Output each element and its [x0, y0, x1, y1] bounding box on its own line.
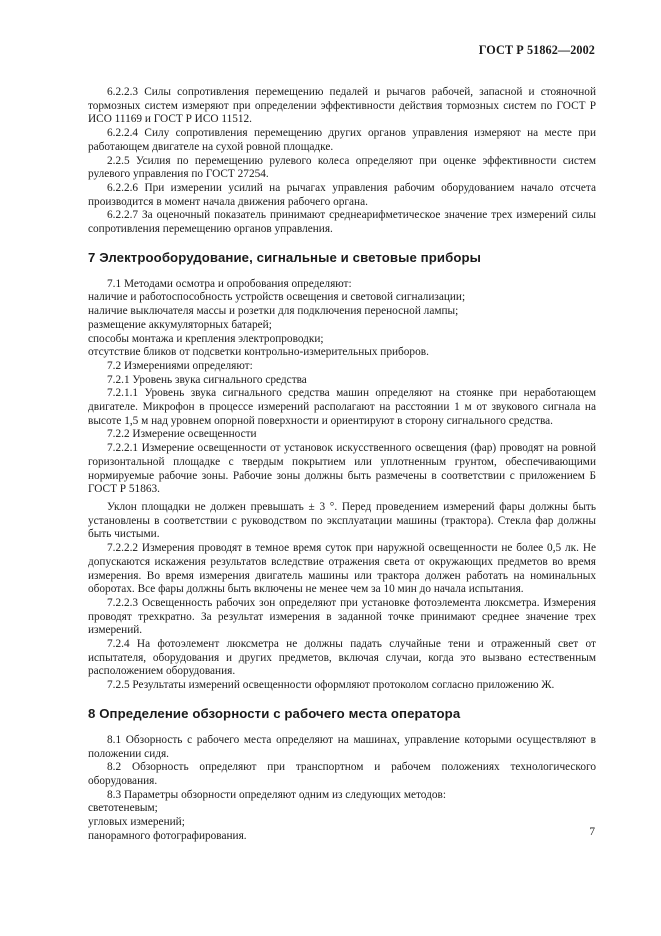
paragraph-2-2-5: 2.2.5 Усилия по перемещению рулевого колеса определяют при оценке эффективности систем рулевого управления по ГОСТ 27254. [88, 154, 596, 181]
paragraph-8-1: 8.1 Обзорность с рабочего места определяют на машинах, управление которыми осуществляют в положении сидя. [88, 733, 596, 760]
list-item: угловых измерений; [88, 816, 185, 829]
paragraph-7-2: 7.2 Измерениями определяют: [107, 359, 253, 372]
paragraph-7-1: 7.1 Методами осмотра и опробования определяют: [107, 277, 352, 290]
list-item: размещение аккумуляторных батарей; [88, 318, 272, 331]
paragraph-7-2-2-1: 7.2.2.1 Измерение освещенности от установок искусственного освещения (фар) проводят на ровной горизонтальной площадке с твердым покрытием или уплотненным грунтом, обеспечивающими нормируемые рабочие зоны. Рабочие зоны должны быть размечены в соответствии с приложением Б ГОСТ Р 51863. [88, 442, 596, 496]
list-item: панорамного фотографирования. [88, 829, 247, 842]
section-7-heading: 7 Электрооборудование, сигнальные и световые приборы [88, 249, 482, 265]
paragraph-6-2-2-6: 6.2.2.6 При измерении усилий на рычагах управления рабочим оборудованием начало отсчета производится в момент начала движения рабочего органа. [88, 181, 596, 208]
paragraph-7-2-2: 7.2.2 Измерение освещенности [107, 428, 257, 441]
paragraph-slope: Уклон площадки не должен превышать ± 3 °. Перед проведением измерений фары должны быть установлены в соответствии с руководством по эксплуатации машины (трактора). Стекла фар должны быть чистыми. [88, 500, 596, 541]
paragraph-7-2-2-3: 7.2.2.3 Освещенность рабочих зон определяют при установке фотоэлемента люксметра. Измерения проводят трехкратно. За результат измерения в заданной точке принимают среднее значение трех измерений. [88, 596, 596, 637]
paragraph-7-2-5: 7.2.5 Результаты измерений освещенности оформляют протоколом согласно приложению Ж. [107, 679, 555, 692]
document-header: ГОСТ Р 51862—2002 [478, 43, 595, 57]
paragraph-6-2-2-7: 6.2.2.7 За оценочный показатель принимают среднеарифметическое значение трех измерений силы сопротивления перемещению органов управления. [88, 209, 596, 236]
list-item: способы монтажа и крепления электропроводки; [88, 332, 324, 345]
page-number: 7 [589, 826, 595, 838]
page-content [88, 86, 596, 843]
paragraph-8-2: 8.2 Обзорность определяют при транспортном и рабочем положениях технологического оборудования. [88, 761, 596, 787]
list-item: светотеневым; [88, 802, 158, 815]
list-item: наличие выключателя массы и розетки для подключения переносной лампы; [88, 305, 459, 318]
list-item: наличие и работоспособность устройств освещения и световой сигнализации; [88, 291, 466, 304]
section-8-heading: 8 Определение обзорности с рабочего места оператора [88, 705, 461, 721]
paragraph-7-2-1: 7.2.1 Уровень звука сигнального средства [107, 373, 307, 386]
paragraph-8-3: 8.3 Параметры обзорности определяют одним из следующих методов: [107, 788, 446, 801]
paragraph-7-2-2-2: 7.2.2.2 Измерения проводят в темное время суток при наружной освещенности не более 0,5 лк. Не допускаются искажения результатов вследствие отражения света от окружающих предметов во время измерения. Во время измерения двигатель машины или трактора должен работать на номинальных оборотах. Все фары должны быть включены не менее чем за 10 мин до начала испытания. [88, 542, 596, 596]
paragraph-7-2-4: 7.2.4 На фотоэлемент люксметра не должны падать случайные тени и отраженный свет от испытателя, оборудования и других предметов, включая случаи, когда это вызвано естественным расположением оборудования. [88, 638, 596, 678]
paragraph-7-2-1-1: 7.2.1.1 Уровень звука сигнального средства машин определяют на стоянке при неработающем двигателе. Микрофон в процессе измерений располагают на расстоянии 1 м от звукового сигнала на высоте 1,5 м над уровнем опорной поверхности и ориентируют в сторону сигнального средства. [88, 387, 596, 427]
paragraph-6-2-2-4: 6.2.2.4 Силу сопротивления перемещению других органов управления измеряют на месте при работающем двигателе на сухой ровной площадке. [88, 127, 596, 153]
paragraph-6-2-2-3: 6.2.2.3 Силы сопротивления перемещению педалей и рычагов рабочей, запасной и стояночной тормозных систем измеряют при определении эффективности действия тормозных систем по ГОСТ Р ИСО 11169 и ГОСТ Р ИСО 11512. [88, 86, 596, 126]
list-item: отсутствие бликов от подсветки контрольно-измерительных приборов. [88, 346, 429, 359]
